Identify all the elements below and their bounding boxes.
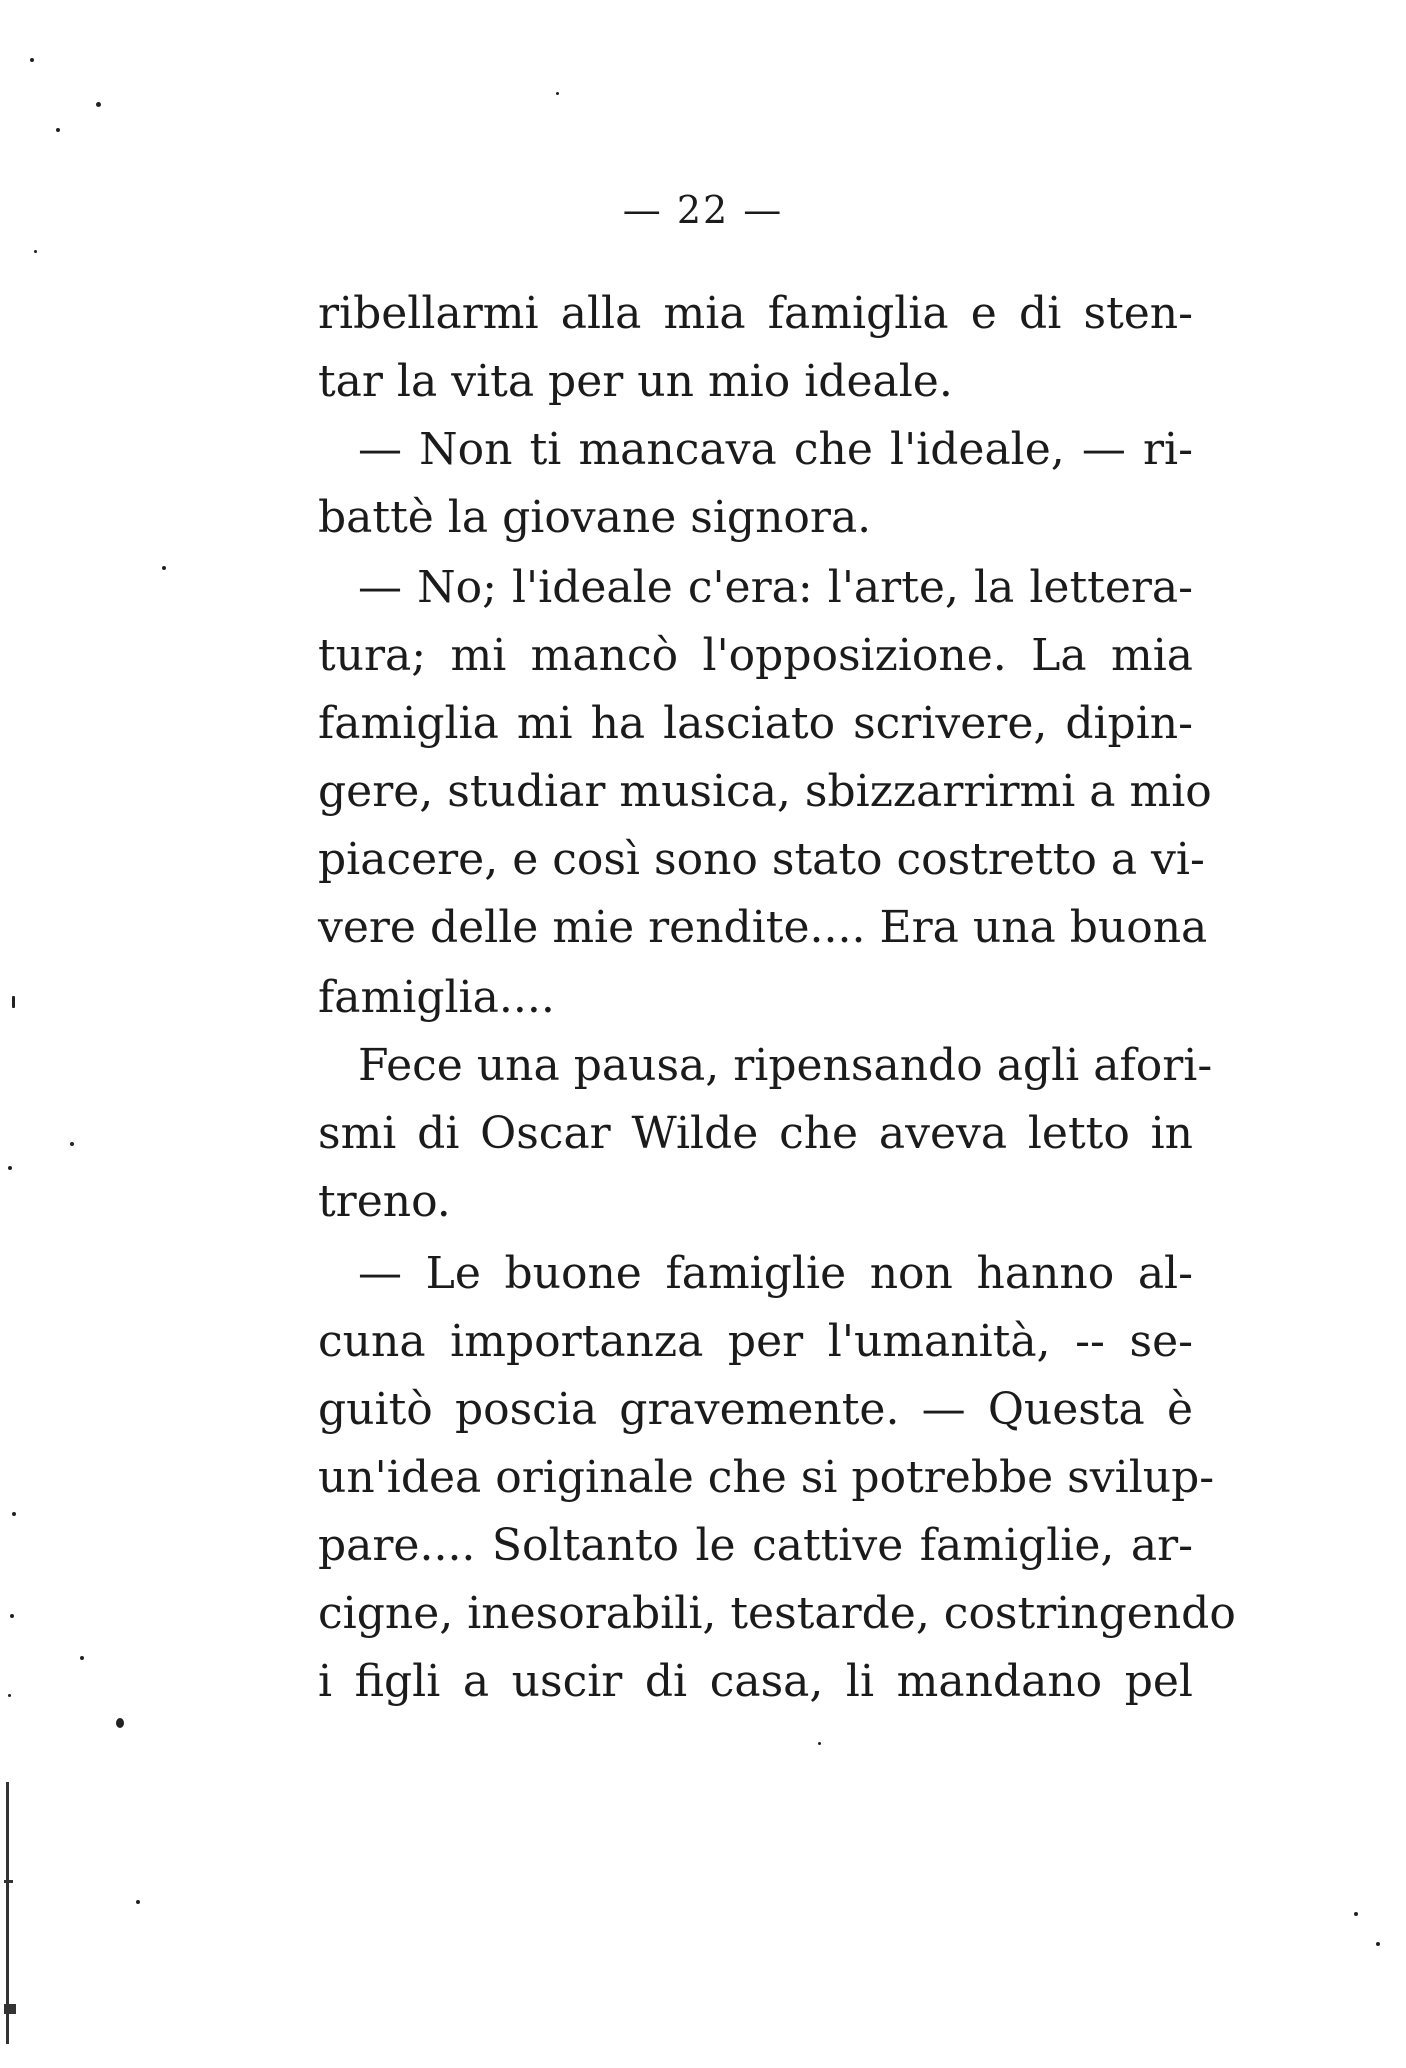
scan-speck — [162, 566, 166, 570]
page-number: — 22 — — [622, 188, 784, 232]
text-line: cigne, inesorabili, testarde, costringendo — [318, 1588, 1236, 1639]
scan-speck — [116, 1718, 124, 1728]
text-line: tar la vita per un mio ideale. — [318, 356, 953, 407]
text-line: ribellarmi alla mia famiglia e di sten- — [318, 288, 1193, 339]
text-line: cuna importanza per l'umanità, -- se- — [318, 1316, 1193, 1367]
text-line: smi di Oscar Wilde che aveva letto in — [318, 1108, 1193, 1159]
scan-speck — [136, 1900, 140, 1904]
binding-edge-mark — [4, 2004, 16, 2014]
text-line: famiglia mi ha lasciato scrivere, dipin- — [318, 698, 1193, 749]
text-line: tura; mi mancò l'opposizione. La mia — [318, 630, 1193, 681]
text-line: un'idea originale che si potrebbe svilup- — [318, 1452, 1215, 1503]
text-line: — Le buone famiglie non hanno al- — [358, 1248, 1193, 1299]
text-line: pare.... Soltanto le cattive famiglie, ar- — [318, 1520, 1193, 1571]
scan-speck — [10, 1614, 14, 1618]
scan-speck — [80, 1656, 84, 1660]
scan-speck — [56, 128, 60, 132]
scan-speck — [12, 996, 15, 1008]
scan-speck — [30, 58, 34, 62]
scan-speck — [8, 1694, 11, 1697]
scan-speck — [818, 1742, 821, 1745]
text-line: famiglia.... — [318, 972, 555, 1023]
text-line: battè la giovane signora. — [318, 492, 872, 543]
scan-speck — [96, 102, 101, 107]
text-line: vere delle mie rendite.... Era una buona — [318, 902, 1208, 953]
text-line: — Non ti mancava che l'ideale, — ri- — [358, 424, 1193, 475]
text-line: piacere, e così sono stato costretto a vi- — [318, 834, 1205, 885]
text-line: Fece una pausa, ripensando agli afori- — [358, 1040, 1213, 1091]
text-line: gere, studiar musica, sbizzarrirmi a mio — [318, 766, 1212, 817]
scan-speck — [12, 1512, 16, 1516]
text-line: treno. — [318, 1176, 451, 1227]
text-line: guitò poscia gravemente. — Questa è — [318, 1384, 1193, 1435]
binding-edge-mark — [4, 1880, 13, 1883]
text-line: i figli a uscir di casa, li mandano pel — [318, 1656, 1193, 1707]
scan-speck — [70, 1142, 74, 1146]
scan-speck — [1354, 1912, 1358, 1916]
scan-speck — [34, 250, 37, 253]
text-line: — No; l'ideale c'era: l'arte, la lettera- — [358, 562, 1193, 613]
scan-speck — [1376, 1942, 1380, 1946]
scan-speck — [556, 92, 559, 95]
scan-speck — [8, 1166, 12, 1170]
